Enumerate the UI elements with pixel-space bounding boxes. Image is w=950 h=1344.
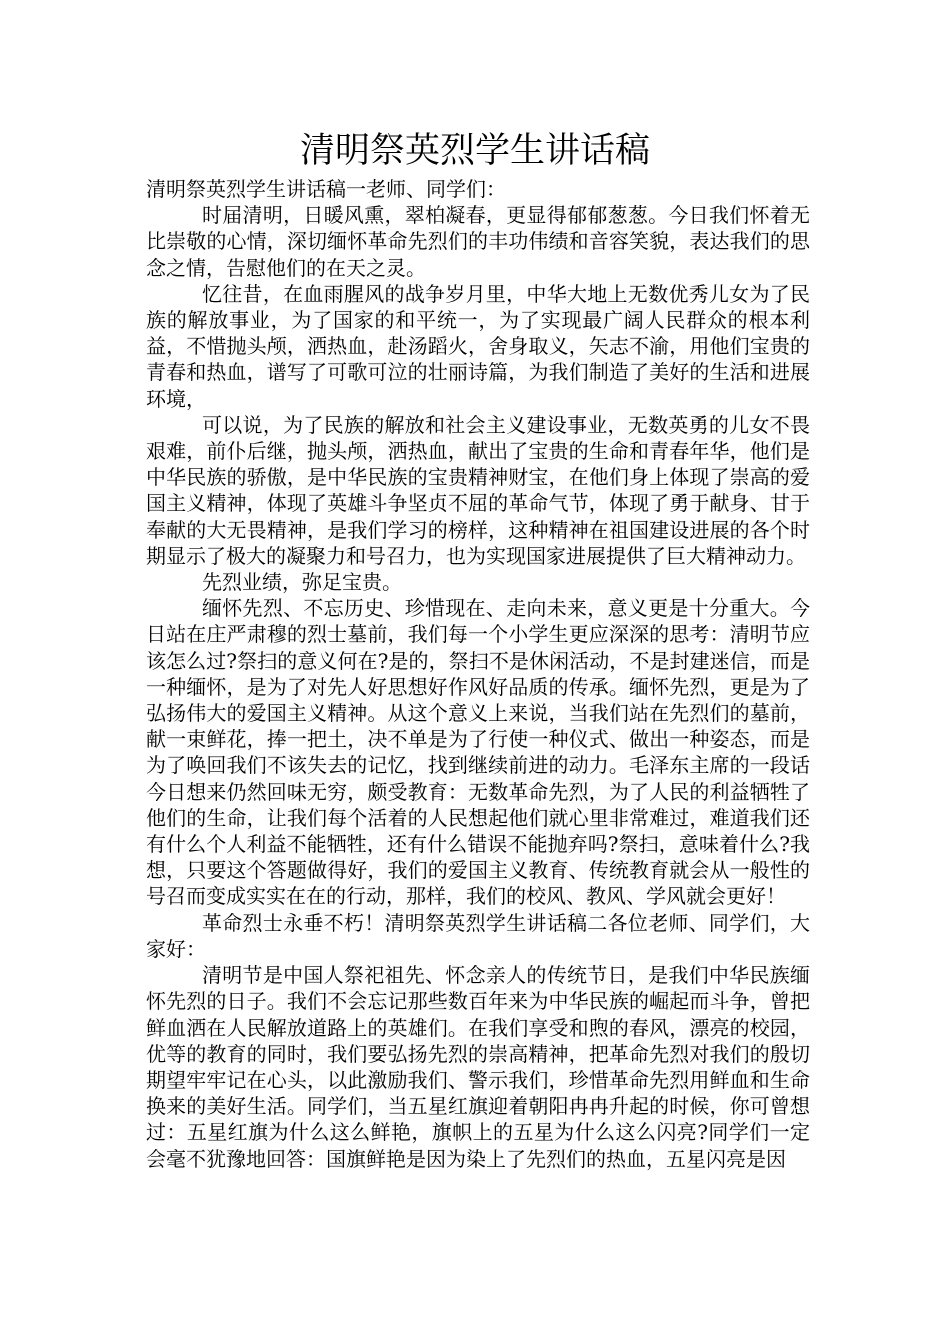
paragraph: 先烈业绩，弥足宝贵。	[202, 570, 402, 595]
paragraph: 可以说，为了民族的解放和社会主义建设事业，无数英勇的儿女不畏艰难，前仆后继，抛头颅，洒热血，献出了宝贵的生命和青春年华，他们是中华民族的骄傲，是中华民族的宝贵精神财宝，在他们身上体现了崇高的爱国主义精神，体现了英雄斗争坚贞不屈的革命气节，体现了勇于献身、甘于奉献的大无畏精神，是我们学习的榜样，这种精神在祖国建设进展的各个时期显示了极大的凝聚力和号召力，也为实现国家进展提供了巨大精神动力。	[146, 412, 810, 568]
paragraph: 缅怀先烈、不忘历史、珍惜现在、走向未来，意义更是十分重大。今日站在庄严肃穆的烈士墓前，我们每一个小学生更应深深的思考：清明节应该怎么过?祭扫的意义何在?是的，祭扫不是休闲活动，不是封建迷信，而是一种缅怀，是为了对先人好思想好作风好品质的传承。缅怀先烈，更是为了弘扬伟大的爱国主义精神。从这个意义上来说，当我们站在先烈们的墓前，献一束鲜花，捧一把土，决不单是为了行使一种仪式、做出一种姿态，而是为了唤回我们不该失去的记忆，找到继续前进的动力。毛泽东主席的一段话今日想来仍然回味无穷，颇受教育：无数革命先烈，为了人民的利益牺牲了他们的生命，让我们每个活着的人民想起他们就心里非常难过，难道我们还有什么个人利益不能牺牲，还有什么错误不能抛弃吗?祭扫，意味着什么?我想，只要这个答题做得好，我们的爱国主义教育、传统教育就会从一般性的号召而变成实实在在的行动，那样，我们的校风、教风、学风就会更好！	[146, 596, 810, 909]
document-body	[146, 176, 810, 1172]
paragraph: 清明祭英烈学生讲话稿一老师、同学们：	[146, 177, 506, 201]
paragraph: 时届清明，日暖风熏，翠柏凝春，更显得郁郁葱葱。今日我们怀着无比崇敬的心情，深切缅怀革命先烈们的丰功伟绩和音容笑貌，表达我们的思念之情，告慰他们的在天之灵。	[146, 203, 810, 280]
paragraph: 清明节是中国人祭祀祖先、怀念亲人的传统节日，是我们中华民族缅怀先烈的日子。我们不会忘记那些数百年来为中华民族的崛起而斗争，曾把鲜血洒在人民解放道路上的英雄们。在我们享受和煦的春风，漂亮的校园，优等的教育的同时，我们要弘扬先烈的崇高精神，把革命先烈对我们的殷切期望牢牢记在心头，以此激励我们、警示我们，珍惜革命先烈用鲜血和生命换来的美好生活。同学们，当五星红旗迎着朝阳冉冉升起的时候，你可曾想过：五星红旗为什么这么鲜艳，旗帜上的五星为什么这么闪亮?同学们一定会毫不犹豫地回答：国旗鲜艳是因为染上了先烈们的热血，五星闪亮是因	[146, 963, 810, 1171]
paragraph: 忆往昔，在血雨腥风的战争岁月里，中华大地上无数优秀儿女为了民族的解放事业，为了国家的和平统一，为了实现最广阔人民群众的根本利益，不惜抛头颅，洒热血，赴汤蹈火，舍身取义，矢志不渝，用他们宝贵的青春和热血，谱写了可歌可泣的壮丽诗篇，为我们制造了美好的生活和进展环境，	[146, 281, 810, 411]
document-title: 清明祭英烈学生讲话稿	[299, 131, 650, 171]
paragraph: 革命烈士永垂不朽！清明祭英烈学生讲话稿二各位老师、同学们，大家好：	[146, 910, 810, 961]
